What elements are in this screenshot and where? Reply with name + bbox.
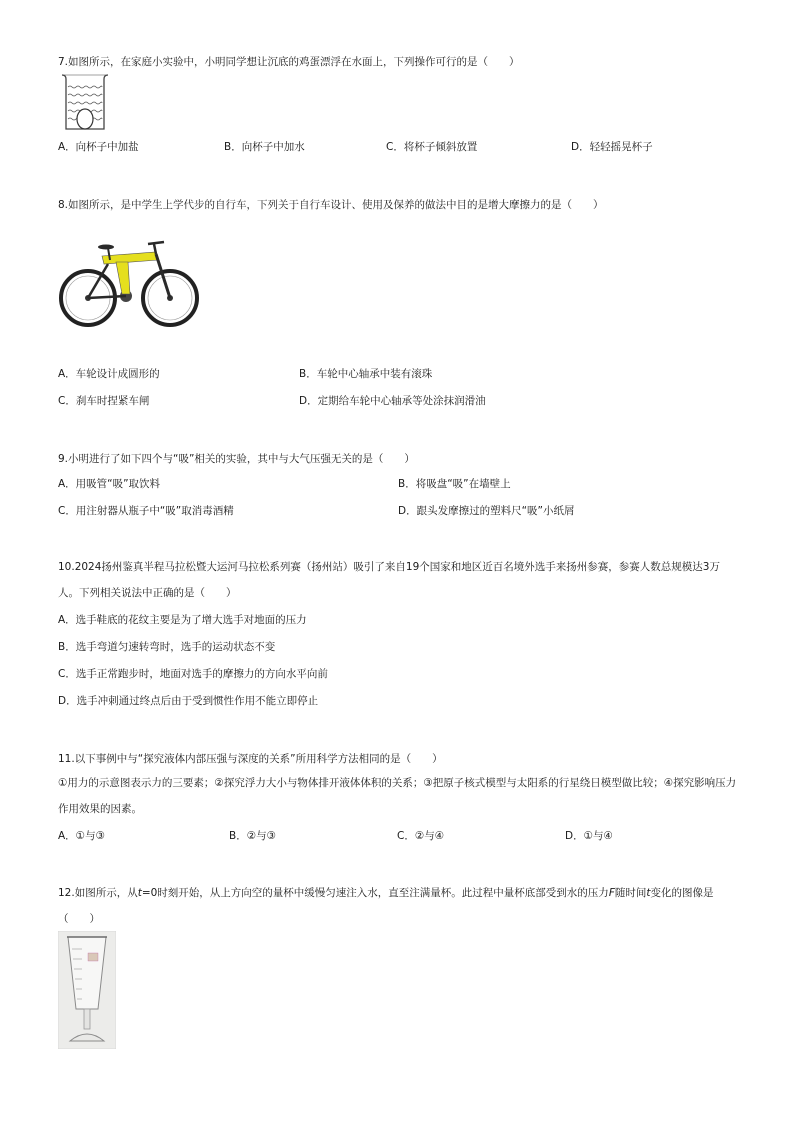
bicycle-figure — [58, 238, 200, 330]
q8-stem: 8.如图所示，是中学生上学代步的自行车，下列关于自行车设计、使用及保养的做法中目的是增大摩擦力的是（ ） — [58, 199, 604, 211]
q10-option-d[interactable]: D．选手冲刺通过终点后由于受到惯性作用不能立即停止 — [58, 695, 319, 707]
q11-option-d[interactable]: D．①与④ — [565, 830, 613, 842]
beaker-egg-figure — [60, 73, 110, 133]
variable-t: t — [137, 887, 142, 899]
q7-option-a[interactable]: A．向杯子中加盐 — [58, 141, 139, 153]
q9-option-d[interactable]: D．跟头发摩擦过的塑料尺“吸”小纸屑 — [398, 505, 575, 517]
q7-option-b[interactable]: B．向杯子中加水 — [224, 141, 305, 153]
q7-stem: 7.如图所示，在家庭小实验中，小明同学想让沉底的鸡蛋漂浮在水面上，下列操作可行的是（ ） — [58, 56, 520, 68]
cup-label — [88, 953, 98, 961]
q7-option-c[interactable]: C．将杯子倾斜放置 — [386, 141, 478, 153]
q10-option-c[interactable]: C．选手正常跑步时，地面对选手的摩擦力的方向水平向前 — [58, 668, 328, 680]
q8-option-b[interactable]: B．车轮中心轴承中装有滚珠 — [299, 368, 433, 380]
q10-option-a[interactable]: A．选手鞋底的花纹主要是为了增大选手对地面的压力 — [58, 614, 307, 626]
q7-option-d[interactable]: D．轻轻摇晃杯子 — [571, 141, 653, 153]
q8-option-a[interactable]: A．车轮设计成圆形的 — [58, 368, 160, 380]
q12-stem: 12.如图所示，从t=0时刻开始，从上方向空的量杯中缓慢匀速注入水，直至注满量杯。此过程中量杯底部受到水的压力F随时间t变化的图像是（ ） — [58, 887, 714, 925]
q9-option-a[interactable]: A．用吸管“吸”取饮料 — [58, 478, 161, 490]
q11-detail: ①用力的示意图表示力的三要素；②探究浮力大小与物体排开液体体积的关系；③把原子核式模型与太阳系的行星绕日模型做比较；④探究影响压力作用效果的因素。 — [58, 777, 737, 815]
q11-stem: 11.以下事例中与“探究液体内部压强与深度的关系”所用科学方法相同的是（ ） — [58, 753, 443, 765]
q11-option-a[interactable]: A．①与③ — [58, 830, 106, 842]
variable-f: F — [608, 887, 615, 899]
variable-t: t — [646, 887, 651, 899]
q9-option-c[interactable]: C．用注射器从瓶子中“吸”取消毒酒精 — [58, 505, 234, 517]
q8-option-d[interactable]: D．定期给车轮中心轴承等处涂抹润滑油 — [299, 395, 486, 407]
q8-option-c[interactable]: C．刹车时捏紧车闸 — [58, 395, 150, 407]
q11-option-c[interactable]: C．②与④ — [397, 830, 445, 842]
egg-shape — [77, 109, 93, 129]
q11-option-b[interactable]: B．②与③ — [229, 830, 277, 842]
q10-option-b[interactable]: B．选手弯道匀速转弯时，选手的运动状态不变 — [58, 641, 276, 653]
measuring-cup-figure — [58, 931, 116, 1049]
q9-stem: 9.小明进行了如下四个与“吸”相关的实验，其中与大气压强无关的是（ ） — [58, 453, 415, 465]
q10-stem: 10.2024扬州鉴真半程马拉松暨大运河马拉松系列赛（扬州站）吸引了来自19个国家和地区近百名境外选手来扬州参赛，参赛人数总规模达3万人。下列相关说法中正确的是（ ） — [58, 561, 720, 599]
q9-option-b[interactable]: B．将吸盘“吸”在墙壁上 — [398, 478, 511, 490]
